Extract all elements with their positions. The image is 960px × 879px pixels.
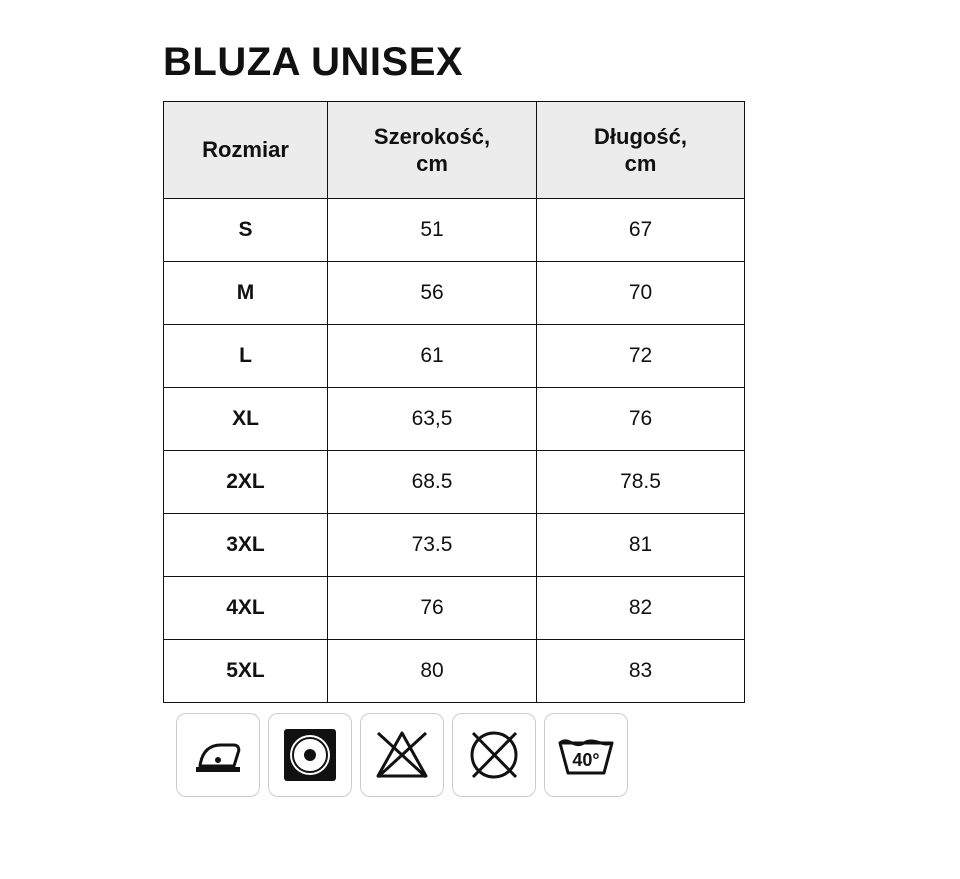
table-row xyxy=(164,640,745,703)
cell-width: 68.5 xyxy=(328,451,537,514)
table-row xyxy=(164,451,745,514)
table-row xyxy=(164,577,745,640)
cell-width: 56 xyxy=(328,262,537,325)
cell-length: 76 xyxy=(537,388,745,451)
table-row xyxy=(164,262,745,325)
cell-length: 83 xyxy=(537,640,745,703)
column-header-length xyxy=(537,102,745,199)
wash-temperature-label: 40° xyxy=(572,750,600,770)
cell-size: L xyxy=(164,325,328,388)
cell-length: 82 xyxy=(537,577,745,640)
cell-width: 51 xyxy=(328,199,537,262)
cell-width: 73.5 xyxy=(328,514,537,577)
cell-size: XL xyxy=(164,388,328,451)
cell-size: 3XL xyxy=(164,514,328,577)
table-row xyxy=(164,199,745,262)
cell-length: 78.5 xyxy=(537,451,745,514)
column-header-width-line1: Szerokość, xyxy=(373,123,491,149)
table-header-row xyxy=(164,102,745,199)
cell-size: 5XL xyxy=(164,640,328,703)
cell-width: 76 xyxy=(328,577,537,640)
cell-width: 61 xyxy=(328,325,537,388)
cell-length: 70 xyxy=(537,262,745,325)
column-header-length-line2: cm xyxy=(624,151,657,176)
cell-length: 81 xyxy=(537,514,745,577)
cell-size: 4XL xyxy=(164,577,328,640)
tumble-dry-normal-icon xyxy=(268,713,352,797)
cell-width: 80 xyxy=(328,640,537,703)
care-instructions xyxy=(176,713,628,797)
cell-width: 63,5 xyxy=(328,388,537,451)
table-row xyxy=(164,388,745,451)
column-header-size xyxy=(164,102,328,199)
cell-size: S xyxy=(164,199,328,262)
column-header-length-line1: Długość, xyxy=(594,123,687,149)
cell-size: 2XL xyxy=(164,451,328,514)
do-not-dry-clean-icon xyxy=(452,713,536,797)
wash-40-icon xyxy=(544,713,628,797)
table-header xyxy=(164,102,745,199)
cell-length: 72 xyxy=(537,325,745,388)
do-not-bleach-icon xyxy=(360,713,444,797)
page-title: BLUZA UNISEX xyxy=(163,40,464,84)
cell-size: M xyxy=(164,262,328,325)
column-header-size-line1: Rozmiar xyxy=(202,137,289,163)
table-body xyxy=(164,199,745,703)
column-header-width-line2: cm xyxy=(416,151,448,176)
cell-length: 67 xyxy=(537,199,745,262)
column-header-width xyxy=(328,102,537,199)
table-row xyxy=(164,325,745,388)
table-row xyxy=(164,514,745,577)
iron-low-heat-icon xyxy=(176,713,260,797)
size-table xyxy=(163,101,745,703)
